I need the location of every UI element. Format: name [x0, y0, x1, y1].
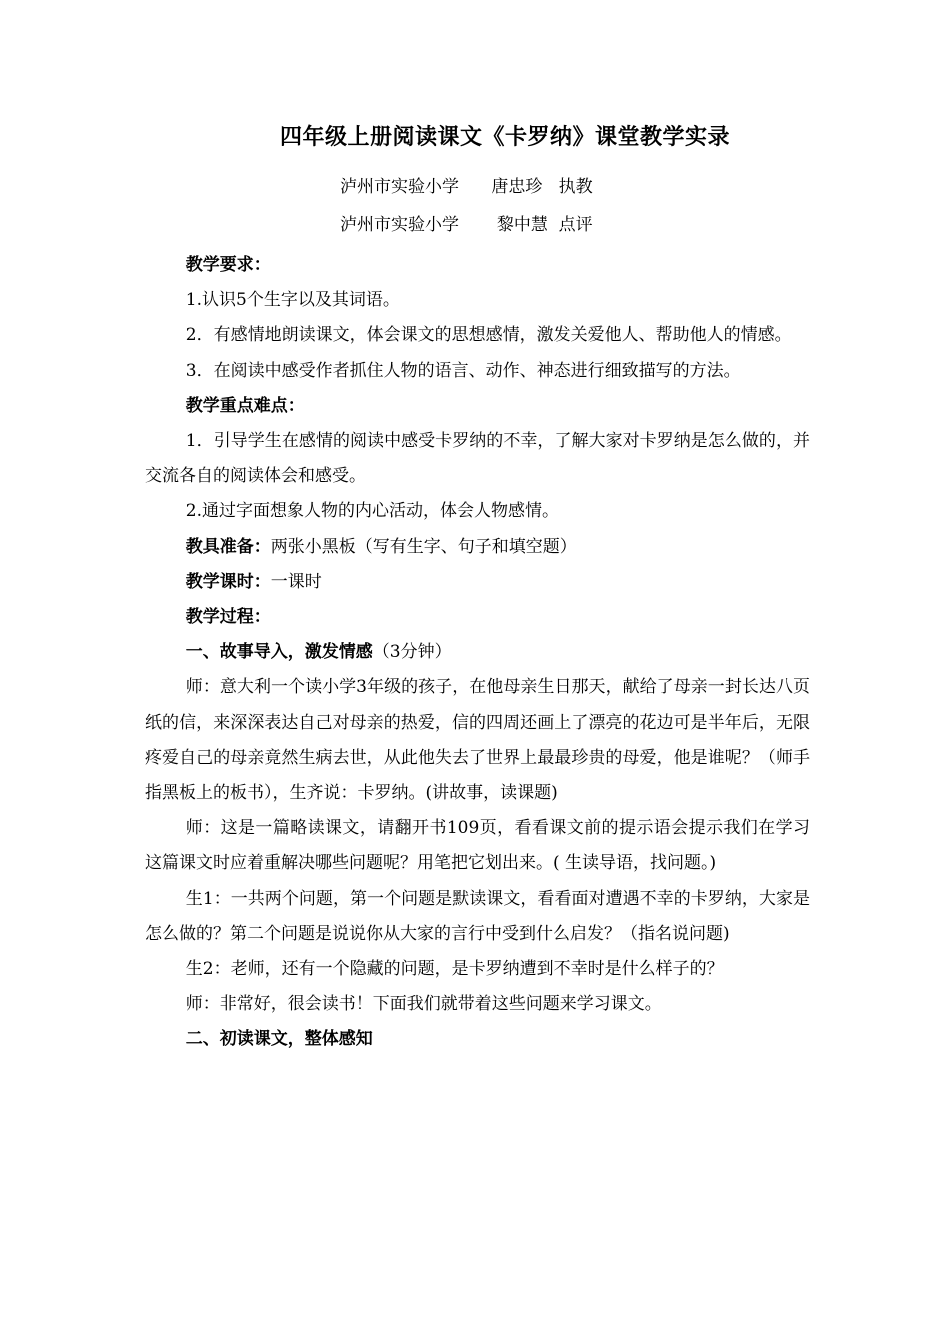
keypoint-item-2: 2.通过字面想象人物的内心活动，体会人物感情。 [185, 501, 560, 522]
document-title: 四年级上册阅读课文《卡罗纳》课堂教学实录 [279, 124, 730, 150]
section-2-heading: 二、初读课文，整体感知 [185, 1029, 373, 1050]
requirement-item-1: 1.认识5个生字以及其词语。 [185, 290, 400, 311]
paragraph-1: 师：意大利一个读小学3年级的孩子，在他母亲生日那天，献给了母亲一封长达八页纸的信，来深深表达自己对母亲的热爱，信的四周还画上了漂亮的花边可是半年后，无限疼爱自己的母亲竟然生病去世，从此他失去了世界上最最珍贵的母爱，他是谁呢？（师手指黑板上的板书），生齐说：卡罗纳。(讲故事，读课题) [145, 677, 810, 804]
requirements-heading: 教学要求： [185, 255, 271, 275]
byline-reviewer: 泸州市实验小学 黎中慧 点评 [340, 215, 593, 235]
paragraph-4: 生2：老师，还有一个隐藏的问题，是卡罗纳遭到不幸时是什么样子的？ [185, 959, 724, 980]
document-body [145, 248, 810, 1058]
paragraph-2: 师：这是一篇略读课文，请翻开书109页，看看课文前的提示语会提示我们在学习这篇课文时应着重解决哪些问题呢？用笔把它划出来。( 生读导语，找问题。) [145, 818, 810, 874]
paragraph-5: 师：非常好，很会读书！下面我们就带着这些问题来学习课文。 [185, 994, 662, 1015]
section-1-time: （3分钟） [372, 642, 452, 663]
keypoint-item-1: 1．引导学生在感情的阅读中感受卡罗纳的不幸，了解大家对卡罗纳是怎么做的，并交流各自的阅读体会和感受。 [145, 431, 810, 487]
tools-text: 两张小黑板（写有生字、句子和填空题） [270, 536, 577, 557]
process-heading: 教学过程： [185, 607, 271, 628]
section-1-line [145, 635, 810, 670]
hours-label: 教学课时： [185, 571, 271, 592]
byline-teacher: 泸州市实验小学 唐忠珍 执教 [340, 177, 593, 197]
tools-label: 教具准备： [185, 536, 271, 557]
requirement-item-2: 2．有感情地朗读课文，体会课文的思想感情，激发关爱他人、帮助他人的情感。 [185, 325, 792, 346]
hours-text: 一课时 [270, 571, 322, 592]
requirement-item-3: 3．在阅读中感受作者抓住人物的语言、动作、神态进行细致描写的方法。 [185, 360, 741, 381]
paragraph-3: 生1：一共两个问题，第一个问题是默读课文，看看面对遭遇不幸的卡罗纳，大家是怎么做的？第二个问题是说说你从大家的言行中受到什么启发？（指名说问题) [145, 888, 810, 944]
hours-line [145, 565, 810, 600]
tools-line [145, 530, 810, 565]
keypoints-heading: 教学重点难点： [185, 395, 305, 416]
section-1-heading: 一、故事导入，激发情感 [185, 642, 373, 663]
